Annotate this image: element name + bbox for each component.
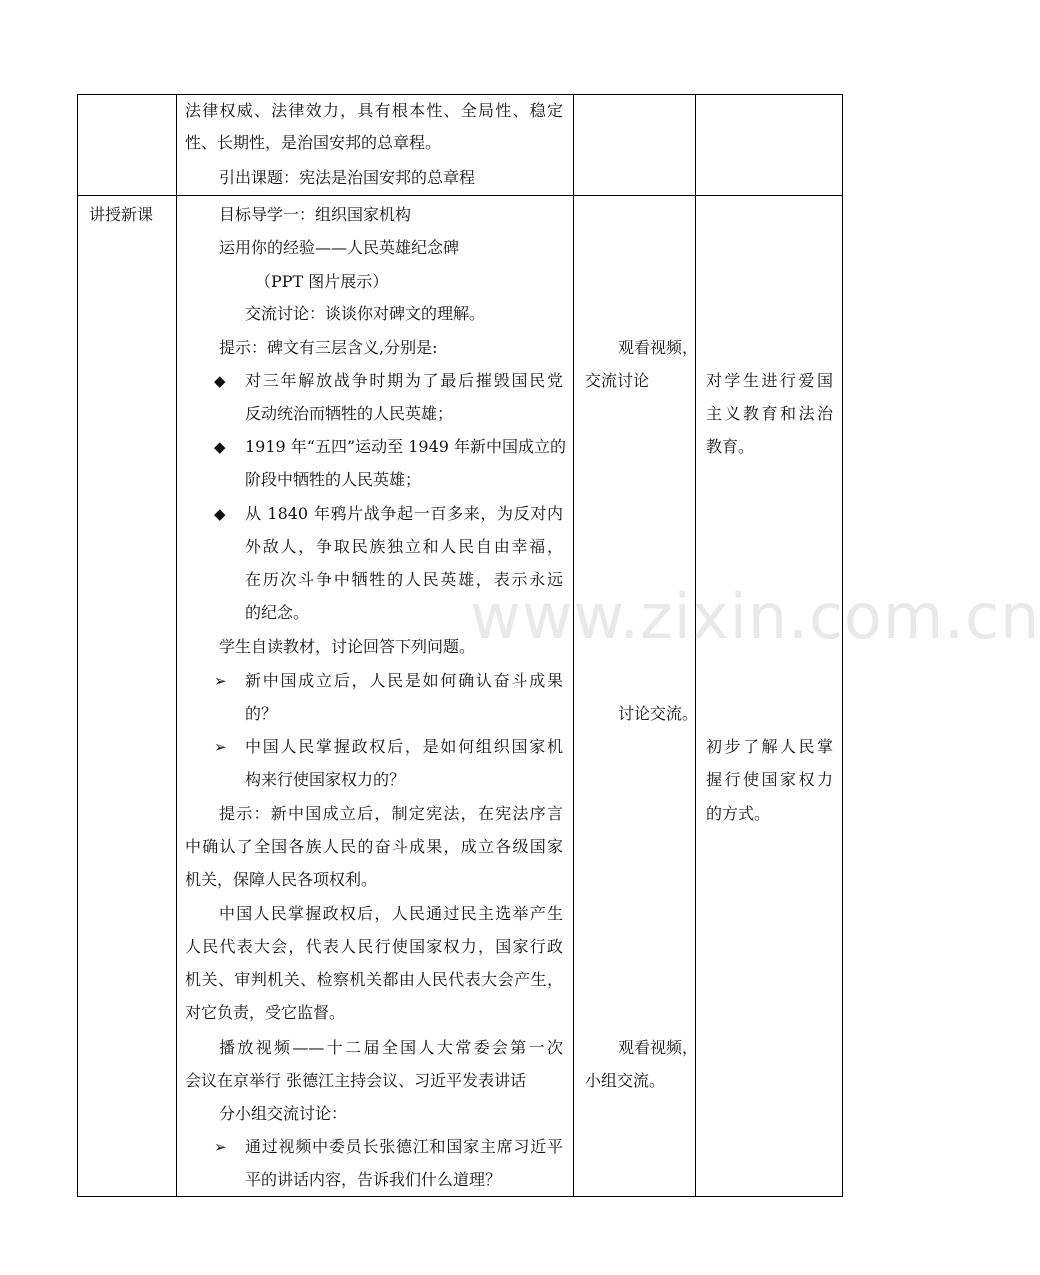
diamond-item-3-line-3: 在历次斗争中牺牲的人民英雄，表示永远 <box>245 570 563 589</box>
hint-line: 提示：碑文有三层含义,分别是: <box>219 338 438 357</box>
column-divider-1 <box>176 94 177 1197</box>
intent-b-line-2: 握行使国家权力 <box>706 770 833 789</box>
hint2-line-1: 提示：新中国成立后，制定宪法，在宪法序言 <box>219 804 563 823</box>
intent-b-line-3: 的方式。 <box>706 804 771 823</box>
arrow-item-2-line-1: 中国人民掌握政权后，是如何组织国家机 <box>245 737 563 756</box>
ppt-note: （PPT 图片展示） <box>255 272 389 291</box>
diamond-item-1-line-1: 对三年解放战争时期为了最后摧毁国民党 <box>245 371 563 390</box>
intent-b-line-1: 初步了解人民掌 <box>706 737 833 756</box>
arrow-bullet-icon: ➢ <box>214 738 227 756</box>
video-line-1: 播放视频——十二届全国人大常委会第一次 <box>219 1038 563 1057</box>
diamond-item-3-line-4: 的纪念。 <box>245 603 310 622</box>
last-arrow-line-1: 通过视频中委员长张德江和国家主席习近平 <box>245 1137 563 1156</box>
last-arrow-line-2: 平的讲话内容，告诉我们什么道理？ <box>245 1170 502 1189</box>
row1-line-2: 性、长期性，是治国安邦的总章程。 <box>185 133 442 152</box>
experience-line: 运用你的经验——人民英雄纪念碑 <box>219 238 460 257</box>
arrow-bullet-icon: ➢ <box>214 1138 227 1156</box>
student-activity-3b: 小组交流。 <box>585 1071 666 1090</box>
intent-a-line-2: 主义教育和法治 <box>706 404 833 423</box>
hint2-line-3: 机关，保障人民各项权利。 <box>185 870 378 889</box>
goal-heading: 目标导学一：组织国家机构 <box>219 205 412 224</box>
discussion-prompt: 交流讨论：谈谈你对碑文的理解。 <box>245 304 486 323</box>
diamond-item-3-line-1: 从 1840 年鸦片战争起一百多来，为反对内 <box>245 504 563 523</box>
row-divider <box>77 195 843 196</box>
student-activity-1a: 观看视频， <box>618 338 699 357</box>
arrow-bullet-icon: ➢ <box>214 672 227 690</box>
student-activity-3a: 观看视频， <box>618 1038 699 1057</box>
hint2-line-2: 中确认了全国各族人民的奋斗成果，成立各级国家 <box>185 837 563 856</box>
diamond-item-2-line-1: 1919 年“五四”运动至 1949 年新中国成立的 <box>245 437 567 456</box>
diamond-item-3-line-2: 外敌人，争取民族独立和人民自由幸福， <box>245 537 563 556</box>
group-discussion-line: 分小组交流讨论： <box>219 1104 348 1123</box>
diamond-bullet-icon: ◆ <box>214 372 226 390</box>
para-line-3: 机关、审判机关、检察机关都由人民代表大会产生， <box>185 970 563 989</box>
arrow-item-2-line-2: 构来行使国家权力的？ <box>245 770 406 789</box>
intent-a-line-1: 对学生进行爱国 <box>706 371 833 390</box>
watermark: www.zixin.com.cn <box>470 580 1040 653</box>
table-top-border <box>77 94 843 95</box>
table-left-border <box>77 94 78 1197</box>
section-label: 讲授新课 <box>89 205 154 224</box>
video-line-2: 会议在京举行 张德江主持会议、习近平发表讲话 <box>185 1071 527 1090</box>
intent-a-line-3: 教育。 <box>706 437 755 456</box>
diamond-item-2-line-2: 阶段中牺牲的人民英雄； <box>245 470 422 489</box>
diamond-item-1-line-2: 反动统治而牺牲的人民英雄； <box>245 404 454 423</box>
arrow-item-1-line-2: 的？ <box>245 704 278 723</box>
diamond-bullet-icon: ◆ <box>214 505 226 523</box>
student-activity-2: 讨论交流。 <box>618 704 699 723</box>
arrow-item-1-line-1: 新中国成立后，人民是如何确认奋斗成果 <box>245 671 563 690</box>
table-bottom-border <box>77 1196 843 1197</box>
para-line-1: 中国人民掌握政权后，人民通过民主选举产生 <box>219 904 563 923</box>
para-line-4: 对它负责，受它监督。 <box>185 1003 346 1022</box>
self-read-line: 学生自读教材，讨论回答下列问题。 <box>219 637 476 656</box>
row1-topic-line: 引出课题：宪法是治国安邦的总章程 <box>219 168 476 187</box>
diamond-bullet-icon: ◆ <box>214 438 226 456</box>
row1-line-1: 法律权威、法律效力，具有根本性、全局性、稳定 <box>185 101 563 120</box>
para-line-2: 人民代表大会，代表人民行使国家权力，国家行政 <box>185 937 563 956</box>
student-activity-1b: 交流讨论 <box>585 371 650 390</box>
